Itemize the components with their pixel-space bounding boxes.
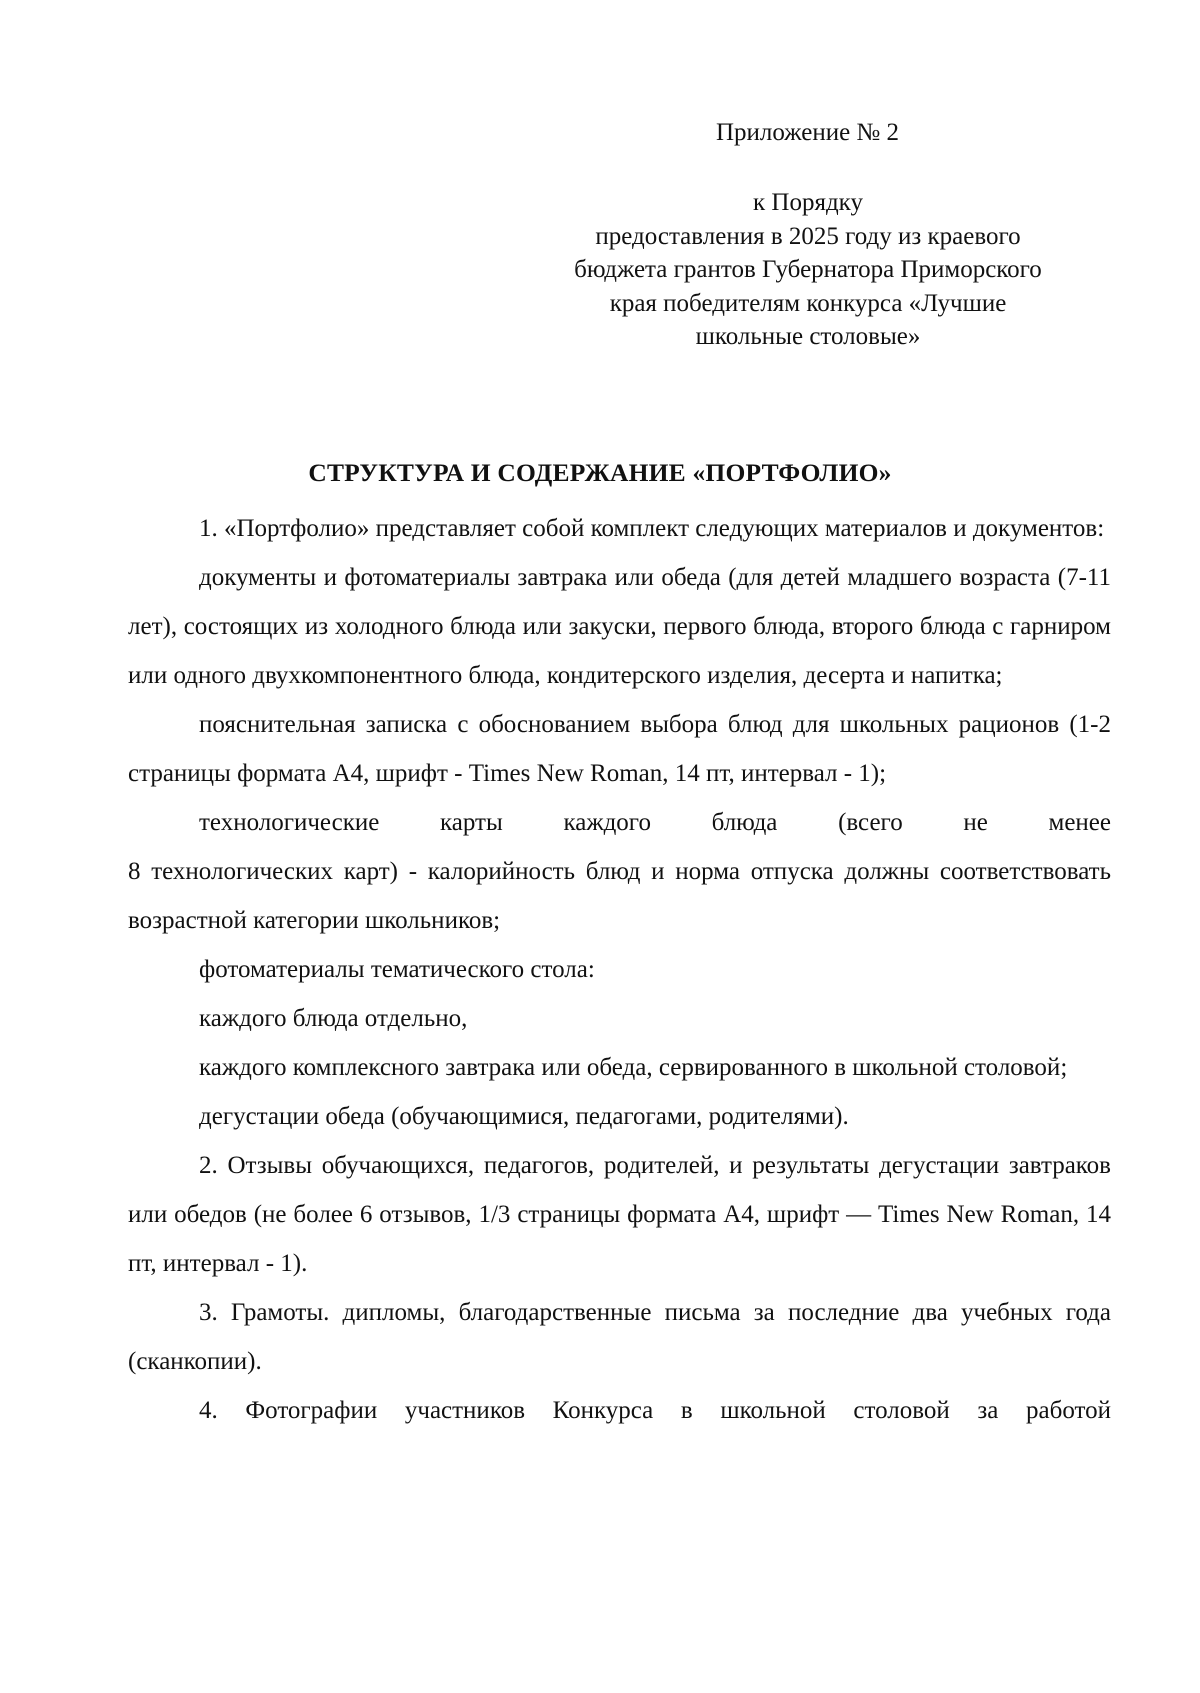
paragraph-item-1: 1. «Портфолио» представляет собой комплект следующих материалов и документов: xyxy=(199,515,1105,542)
paragraph-documents-photos: документы и фотоматериалы завтрака или обеда (для детей младшего возраста (7-11 лет), состоящих из холодного блюда или закуски, первого блюда, второго блюда с гарниром или одного двухкомпонентного блюда, кондитерского изделия, десерта и напитка; xyxy=(128,564,1111,689)
paragraph-complex-meal: каждого комплексного завтрака или обеда, сервированного в школьной столовой; xyxy=(199,1054,1068,1081)
appendix-ref-line: к Порядку xyxy=(753,189,863,216)
paragraph-item-2: 2. Отзывы обучающихся, педагогов, родителей, и результаты дегустации завтраков или обедов (не более 6 отзывов, 1/3 страницы формата А4, шрифт — Times New Roman, 14 пт, интервал - 1). xyxy=(128,1152,1111,1277)
paragraph-themed-table: фотоматериалы тематического стола: xyxy=(199,956,595,983)
appendix-ref-line: бюджета грантов Губернатора Приморского xyxy=(574,256,1042,283)
appendix-ref-line: предоставления в 2025 году из краевого xyxy=(595,222,1021,250)
paragraph-explanatory-note: пояснительная записка с обоснованием выбора блюд для школьных рационов (1-2 страницы формата А4, шрифт - Times New Roman, 14 пт, интервал - 1); xyxy=(128,711,1111,787)
appendix-title: Приложение № 2 xyxy=(716,119,900,146)
appendix-reference xyxy=(548,186,1068,354)
paragraph-tech-cards-line1: технологические карты каждого блюда (всего не менее xyxy=(199,809,1111,836)
appendix-ref-line: школьные столовые» xyxy=(695,323,921,350)
appendix-ref-line: края победителям конкурса «Лучшие xyxy=(609,289,1007,317)
document-body xyxy=(128,504,1111,1435)
paragraph-each-dish: каждого блюда отдельно, xyxy=(199,1005,468,1032)
document-heading: СТРУКТУРА И СОДЕРЖАНИЕ «ПОРТФОЛИО» xyxy=(308,458,892,487)
paragraph-item-3: 3. Грамоты. дипломы, благодарственные письма за последние два учебных года (сканкопии). xyxy=(128,1299,1111,1375)
paragraph-tech-cards-line2: 8 технологических карт) - калорийность блюд и норма отпуска должны соответствовать возрастной категории школьников; xyxy=(128,858,1111,934)
paragraph-tasting: дегустации обеда (обучающимися, педагогами, родителями). xyxy=(199,1103,849,1130)
paragraph-item-4: 4. Фотографии участников Конкурса в школьной столовой за работой xyxy=(199,1397,1111,1424)
